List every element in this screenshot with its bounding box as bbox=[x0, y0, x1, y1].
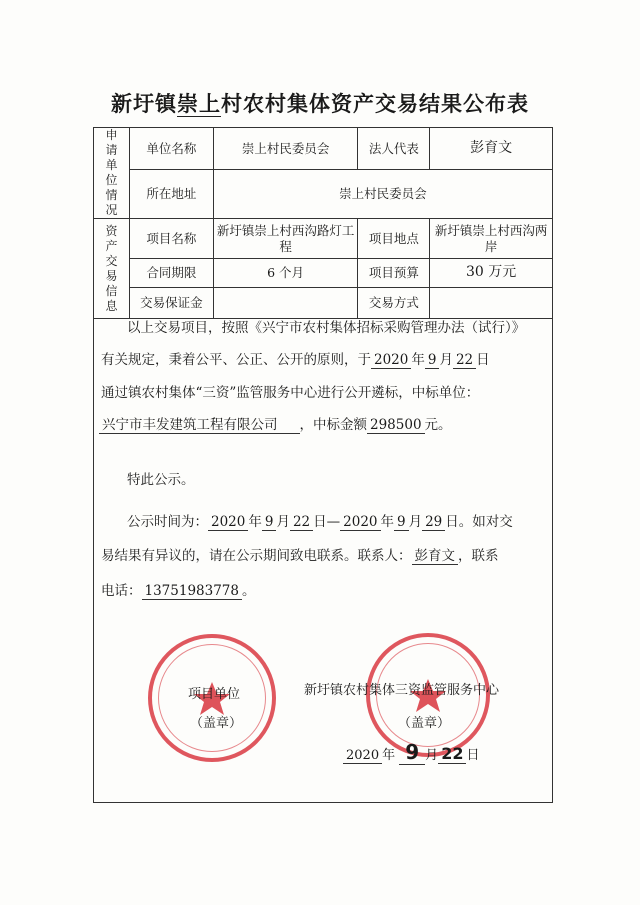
amount-unit: 元。 bbox=[424, 417, 452, 433]
legal-rep-value: 彭育文 bbox=[430, 128, 553, 170]
legal-rep-label: 法人代表 bbox=[358, 128, 430, 170]
start-year: 2020 bbox=[208, 514, 248, 531]
project-location-value: 新圩镇崇上村西沟两岸 bbox=[430, 219, 553, 259]
notice-text: 特此公示。 bbox=[127, 472, 195, 488]
table-row bbox=[94, 288, 553, 319]
address-label: 所在地址 bbox=[129, 170, 213, 219]
method-label: 交易方式 bbox=[358, 288, 430, 319]
day-unit: 日 bbox=[476, 352, 490, 368]
body-text-span: 易结果有异议的，请在公示期间致电联系。联系人： bbox=[101, 548, 412, 564]
project-unit-seal-note: （盖章） bbox=[190, 716, 243, 731]
sign-date bbox=[343, 740, 479, 764]
date-year: 2020 bbox=[343, 748, 382, 764]
page-title bbox=[60, 88, 580, 118]
table-row bbox=[94, 170, 553, 219]
method-value bbox=[430, 288, 553, 319]
body-text-span: 日。如对交 bbox=[445, 514, 513, 530]
end-year: 2020 bbox=[340, 514, 380, 531]
contract-period-value: 6 个月 bbox=[213, 259, 358, 288]
year-unit: 年 bbox=[380, 514, 394, 530]
body-line-3: 通过镇农村集体“三资”监管服务中心进行公开遴标，中标单位： bbox=[101, 385, 480, 401]
info-table bbox=[93, 127, 553, 319]
year-unit: 年 bbox=[248, 514, 262, 530]
day-value: 22 bbox=[453, 352, 476, 369]
body-text-span: ，联系 bbox=[458, 548, 499, 564]
project-unit-label: 项目单位 bbox=[188, 687, 241, 702]
month-unit: 月 bbox=[408, 514, 423, 530]
title-village: 崇上 bbox=[177, 92, 221, 116]
deposit-value bbox=[213, 288, 358, 319]
phone-label: 电话： bbox=[101, 583, 142, 599]
project-location-label: 项目地点 bbox=[358, 219, 430, 259]
date-month-unit: 月 bbox=[425, 748, 439, 763]
title-prefix: 新圩镇 bbox=[111, 92, 177, 116]
contact-name: 彭育文 bbox=[412, 548, 459, 565]
body-line-2 bbox=[101, 350, 541, 370]
address-value: 崇上村民委员会 bbox=[213, 170, 552, 219]
end-month: 9 bbox=[394, 514, 409, 531]
month-value: 9 bbox=[425, 352, 440, 369]
unit-name-value: 崇上村民委员会 bbox=[213, 128, 358, 170]
project-name-value: 新圩镇崇上村西沟路灯工程 bbox=[213, 219, 358, 259]
deposit-label: 交易保证金 bbox=[129, 288, 213, 319]
date-month: 9 bbox=[399, 740, 425, 765]
title-suffix: 村农村集体资产交易结果公布表 bbox=[221, 92, 529, 116]
date-year-unit: 年 bbox=[382, 748, 396, 763]
phone-end: 。 bbox=[241, 583, 256, 599]
body-text-span: 有关规定，秉着公平、公正、公开的原则，于 bbox=[101, 352, 371, 368]
date-day-unit: 日 bbox=[466, 748, 480, 763]
start-day-unit: 日— bbox=[313, 514, 341, 530]
phone-value: 13751983778 bbox=[142, 583, 242, 600]
project-budget-label: 项目预算 bbox=[358, 259, 430, 288]
contact-line bbox=[101, 546, 541, 566]
amount-value: 298500 bbox=[367, 417, 425, 434]
unit-name-label: 单位名称 bbox=[129, 128, 213, 170]
start-month: 9 bbox=[262, 514, 277, 531]
project-budget-value: 30 万元 bbox=[430, 259, 553, 288]
body-text-span: ，中标金额 bbox=[299, 417, 367, 433]
service-center-label: 新圩镇农村集体三资监管服务中心 bbox=[304, 683, 500, 698]
body-line-4 bbox=[99, 415, 539, 435]
end-day: 29 bbox=[422, 514, 445, 531]
table-row bbox=[94, 219, 553, 259]
asset-header: 资产交易信息 bbox=[94, 219, 130, 319]
year-unit: 年 bbox=[411, 352, 425, 368]
date-day: 22 bbox=[438, 744, 466, 764]
table-row bbox=[94, 259, 553, 288]
period-label: 公示时间为： bbox=[127, 514, 208, 530]
year-value: 2020 bbox=[371, 352, 411, 369]
project-name-label: 项目名称 bbox=[129, 219, 213, 259]
table-row bbox=[94, 128, 553, 170]
service-center-seal-note: （盖章） bbox=[398, 716, 451, 731]
winner-name: 兴宁市丰发建筑工程有限公司 bbox=[99, 417, 300, 434]
phone-line bbox=[101, 581, 541, 601]
month-unit: 月 bbox=[276, 514, 290, 530]
period-line bbox=[101, 512, 541, 532]
start-day: 22 bbox=[290, 514, 313, 531]
applicant-header: 申请单位情况 bbox=[94, 128, 130, 219]
contract-period-label: 合同期限 bbox=[129, 259, 213, 288]
body-line-1: 以上交易项目，按照《兴宁市农村集体招标采购管理办法（试行）》 bbox=[127, 320, 526, 336]
month-unit: 月 bbox=[439, 352, 453, 368]
